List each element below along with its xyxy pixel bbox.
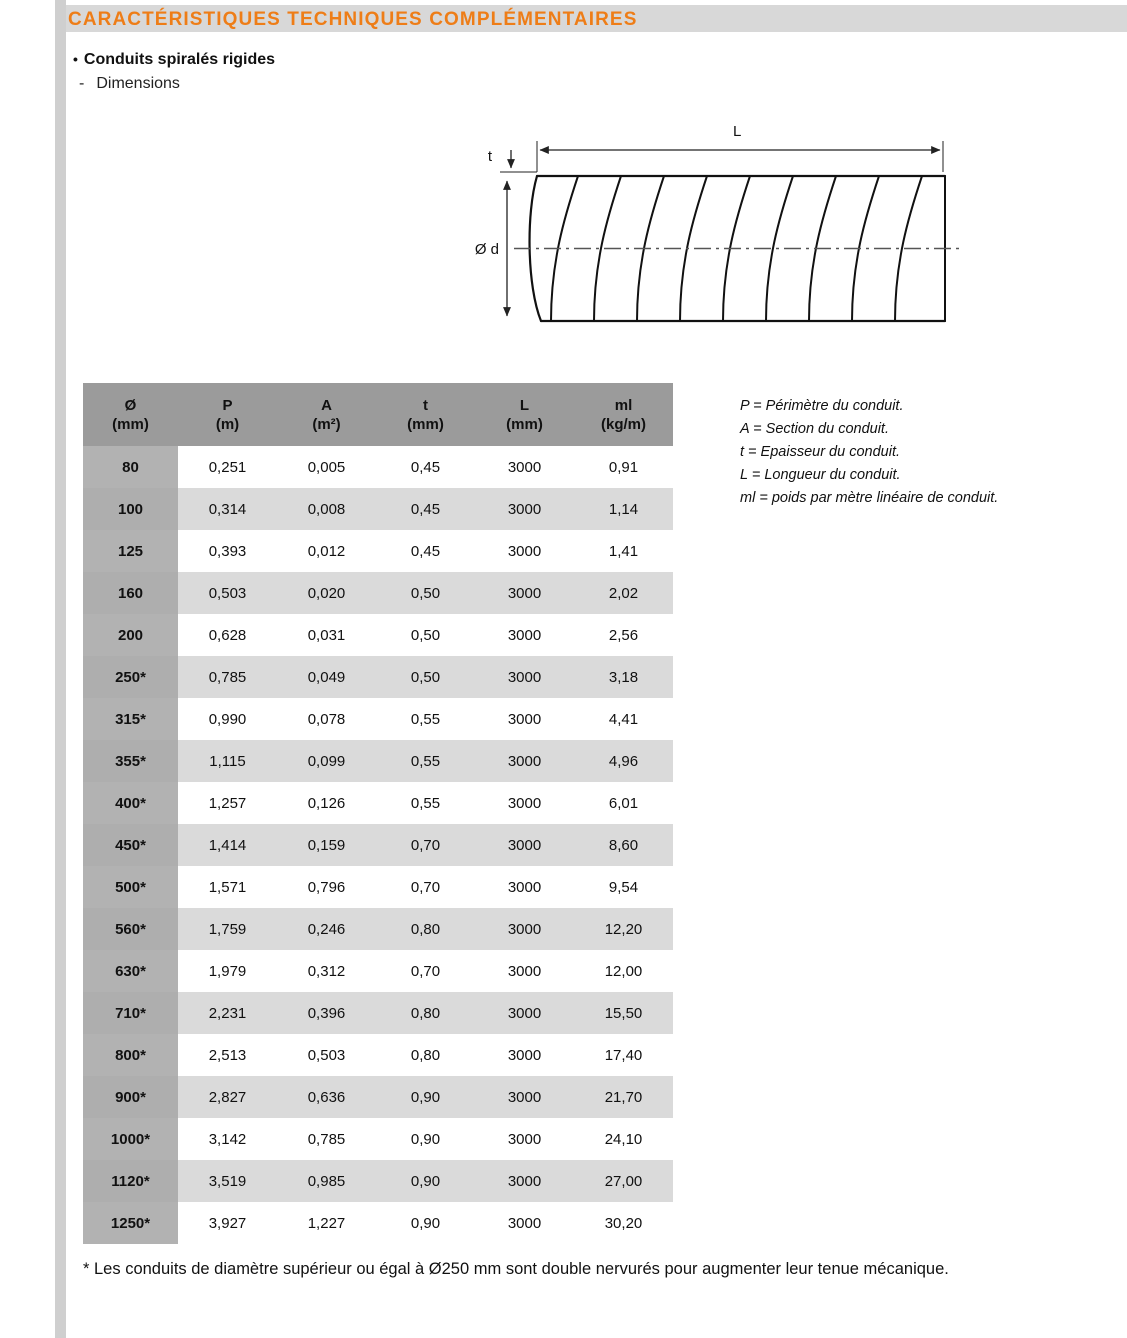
col-header-perimeter: [178, 383, 277, 446]
header-line: (m): [215, 415, 240, 433]
legend-item: P = Périmètre du conduit.: [740, 398, 904, 414]
cell-diameter: 100: [83, 488, 178, 530]
cell-value: 3000: [475, 1118, 574, 1160]
table-row: [83, 572, 673, 614]
cell-value: 3000: [475, 572, 574, 614]
cell-diameter: 200: [83, 614, 178, 656]
cell-value: 1,41: [574, 530, 673, 572]
col-header-length: [475, 383, 574, 446]
cell-value: 0,020: [277, 572, 376, 614]
table-row: [83, 530, 673, 572]
cell-value: 3000: [475, 446, 574, 488]
cell-value: 21,70: [574, 1076, 673, 1118]
cell-value: 0,503: [178, 572, 277, 614]
cell-value: 0,55: [376, 698, 475, 740]
cell-value: 17,40: [574, 1034, 673, 1076]
cell-value: 0,159: [277, 824, 376, 866]
cell-value: 1,759: [178, 908, 277, 950]
cell-value: 12,20: [574, 908, 673, 950]
cell-value: 3000: [475, 614, 574, 656]
cell-value: 0,985: [277, 1160, 376, 1202]
legend-list: [740, 395, 998, 510]
cell-value: 1,14: [574, 488, 673, 530]
cell-value: 0,50: [376, 614, 475, 656]
cell-diameter: 450*: [83, 824, 178, 866]
legend-item: A = Section du conduit.: [740, 421, 889, 437]
table-row: [83, 950, 673, 992]
cell-value: 0,005: [277, 446, 376, 488]
cell-value: 3000: [475, 1160, 574, 1202]
col-header-weight: [574, 383, 673, 446]
cell-value: 2,02: [574, 572, 673, 614]
cell-value: 0,796: [277, 866, 376, 908]
cell-value: 0,90: [376, 1118, 475, 1160]
table-row: [83, 698, 673, 740]
table-row: [83, 908, 673, 950]
cell-value: 27,00: [574, 1160, 673, 1202]
table-row: [83, 824, 673, 866]
header-line: t: [423, 396, 428, 414]
cell-value: 0,45: [376, 446, 475, 488]
cell-value: 0,50: [376, 572, 475, 614]
cell-value: 0,90: [376, 1202, 475, 1244]
cell-value: 0,503: [277, 1034, 376, 1076]
cell-diameter: 355*: [83, 740, 178, 782]
legend-item: L = Longueur du conduit.: [740, 467, 901, 483]
cell-value: 0,45: [376, 530, 475, 572]
cell-diameter: 1000*: [83, 1118, 178, 1160]
cell-value: 2,827: [178, 1076, 277, 1118]
cell-value: 0,785: [277, 1118, 376, 1160]
cell-value: 0,80: [376, 908, 475, 950]
subtitle-conduits: [73, 51, 275, 69]
cell-diameter: 710*: [83, 992, 178, 1034]
cell-value: 1,115: [178, 740, 277, 782]
cell-value: 0,80: [376, 1034, 475, 1076]
cell-value: 3,142: [178, 1118, 277, 1160]
header-line: Ø: [124, 396, 137, 414]
cell-value: 0,396: [277, 992, 376, 1034]
cell-value: 3,519: [178, 1160, 277, 1202]
cell-value: 6,01: [574, 782, 673, 824]
header-line: (m²): [312, 415, 341, 433]
subtitle-dimensions-label: Dimensions: [96, 75, 180, 92]
cell-value: 0,70: [376, 950, 475, 992]
cell-diameter: 800*: [83, 1034, 178, 1076]
cell-diameter: 400*: [83, 782, 178, 824]
header-line: (kg/m): [601, 415, 646, 433]
length-label: L: [733, 123, 742, 140]
page-title: CARACTÉRISTIQUES TECHNIQUES COMPLÉMENTAIRES: [68, 9, 638, 30]
table-row: [83, 488, 673, 530]
cell-value: 3000: [475, 1202, 574, 1244]
cell-value: 0,90: [376, 1160, 475, 1202]
subtitle-dimensions: [79, 75, 180, 93]
cell-value: 30,20: [574, 1202, 673, 1244]
cell-value: 0,049: [277, 656, 376, 698]
cell-value: 3000: [475, 698, 574, 740]
diameter-label: Ø d: [474, 241, 499, 258]
table-row: [83, 740, 673, 782]
cell-value: 0,785: [178, 656, 277, 698]
header-line: A: [321, 396, 332, 414]
legend-item: t = Epaisseur du conduit.: [740, 444, 901, 460]
col-header-diameter: [83, 383, 178, 446]
cell-value: 3000: [475, 908, 574, 950]
cell-value: 2,231: [178, 992, 277, 1034]
cell-value: 15,50: [574, 992, 673, 1034]
cell-value: 1,414: [178, 824, 277, 866]
cell-value: 0,80: [376, 992, 475, 1034]
cell-value: 0,099: [277, 740, 376, 782]
cell-value: 1,571: [178, 866, 277, 908]
dash-marker: -: [79, 75, 85, 92]
cell-value: 3000: [475, 656, 574, 698]
cell-value: 0,91: [574, 446, 673, 488]
left-margin-strip: [55, 0, 66, 1338]
dimensions-table: [83, 383, 673, 1244]
cell-value: 24,10: [574, 1118, 673, 1160]
cell-value: 0,312: [277, 950, 376, 992]
cell-value: 0,126: [277, 782, 376, 824]
cell-value: 0,246: [277, 908, 376, 950]
table-row: [83, 866, 673, 908]
cell-value: 0,393: [178, 530, 277, 572]
cell-value: 0,55: [376, 782, 475, 824]
header-line: (mm): [112, 415, 149, 433]
table-row: [83, 1034, 673, 1076]
cell-value: 12,00: [574, 950, 673, 992]
cell-value: 0,90: [376, 1076, 475, 1118]
cell-value: 3000: [475, 824, 574, 866]
cell-value: 0,45: [376, 488, 475, 530]
spiral-duct-diagram: [455, 100, 985, 340]
cell-diameter: 1250*: [83, 1202, 178, 1244]
table-row: [83, 1202, 673, 1244]
cell-value: 8,60: [574, 824, 673, 866]
cell-value: 0,314: [178, 488, 277, 530]
cell-value: 0,008: [277, 488, 376, 530]
cell-value: 0,078: [277, 698, 376, 740]
cell-value: 0,251: [178, 446, 277, 488]
cell-diameter: 250*: [83, 656, 178, 698]
cell-value: 1,227: [277, 1202, 376, 1244]
cell-diameter: 630*: [83, 950, 178, 992]
cell-value: 3,18: [574, 656, 673, 698]
length-dimension: [537, 141, 943, 172]
col-header-section: [277, 383, 376, 446]
table-row: [83, 614, 673, 656]
cell-diameter: 315*: [83, 698, 178, 740]
legend-item: ml = poids par mètre linéaire de conduit.: [740, 490, 999, 506]
cell-value: 0,012: [277, 530, 376, 572]
cell-diameter: 125: [83, 530, 178, 572]
header-line: (mm): [407, 415, 444, 433]
cell-value: 2,513: [178, 1034, 277, 1076]
cell-diameter: 560*: [83, 908, 178, 950]
cell-value: 9,54: [574, 866, 673, 908]
table-row: [83, 1118, 673, 1160]
table-row: [83, 992, 673, 1034]
cell-value: 0,031: [277, 614, 376, 656]
thickness-label: t: [487, 148, 492, 165]
cell-value: 3000: [475, 740, 574, 782]
table-row: [83, 782, 673, 824]
cell-diameter: 160: [83, 572, 178, 614]
cell-value: 3000: [475, 530, 574, 572]
cell-value: 0,70: [376, 866, 475, 908]
cell-value: 0,636: [277, 1076, 376, 1118]
cell-value: 3000: [475, 488, 574, 530]
header-line: P: [222, 396, 233, 414]
cell-value: 1,979: [178, 950, 277, 992]
cell-value: 3000: [475, 950, 574, 992]
subtitle-conduits-label: Conduits spiralés rigides: [83, 51, 276, 68]
table-row: [83, 1076, 673, 1118]
cell-value: 3000: [475, 782, 574, 824]
cell-value: 3000: [475, 1034, 574, 1076]
footnote: * Les conduits de diamètre supérieur ou égal à Ø250 mm sont double nervurés pour augmenter leur tenue mécanique.: [83, 1260, 949, 1278]
cell-value: 0,70: [376, 824, 475, 866]
table-row: [83, 656, 673, 698]
cell-value: 0,55: [376, 740, 475, 782]
header-line: (mm): [506, 415, 543, 433]
header-line: L: [519, 396, 530, 414]
cell-value: 0,50: [376, 656, 475, 698]
cell-value: 0,990: [178, 698, 277, 740]
cell-value: 3000: [475, 992, 574, 1034]
cell-value: 2,56: [574, 614, 673, 656]
cell-diameter: 1120*: [83, 1160, 178, 1202]
cell-value: 0,628: [178, 614, 277, 656]
cell-value: 3000: [475, 866, 574, 908]
col-header-thickness: [376, 383, 475, 446]
table-row: [83, 446, 673, 488]
cell-value: 4,41: [574, 698, 673, 740]
cell-value: 3,927: [178, 1202, 277, 1244]
cell-value: 3000: [475, 1076, 574, 1118]
cell-value: 1,257: [178, 782, 277, 824]
table-body: [83, 446, 673, 1244]
bullet-marker: •: [73, 51, 78, 67]
header-line: ml: [614, 396, 633, 414]
cell-value: 4,96: [574, 740, 673, 782]
table-row: [83, 1160, 673, 1202]
cell-diameter: 80: [83, 446, 178, 488]
cell-diameter: 900*: [83, 1076, 178, 1118]
table-header-row: [83, 383, 673, 446]
cell-diameter: 500*: [83, 866, 178, 908]
thickness-dimension: [500, 150, 537, 172]
